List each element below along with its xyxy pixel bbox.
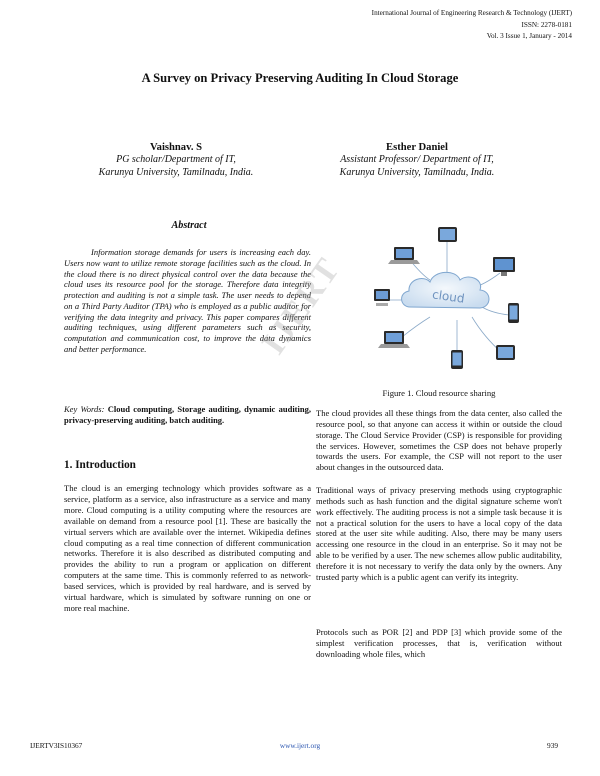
author-block-1 [51,141,301,179]
footer-page-number: 939 [547,741,558,750]
smartphone-icon [508,303,519,323]
author-affiliation-line1: Assistant Professor/ Department of IT, [340,154,494,165]
abstract-text: Information storage demands for users is increasing each day. Users now want to utilize remote storage facilities such as the cloud. In the cloud there is no direct physical control over the data because the cloud uses its resource pool for the storage. Therefore data integrity protection and auditing is not a simple task. The user needs to depend on a Third Party Auditor (TPA) who is employed as a public auditor for verifying the data integrity and privacy. This paper compares different auditing techniques, using different parameters such as security, computation and communication cost, to improve the data dynamics and better performance. [64,247,311,354]
paragraph-text: Protocols such as POR [2] and PDP [3] which provide some of the simplest verification processes, that is, verification without downloading whole files, which [316,627,562,659]
abstract-heading: Abstract [171,220,207,231]
figure-cloud-resource-sharing [372,225,522,370]
right-paragraph-3 [316,627,562,660]
keywords: Key Words: Cloud computing, Storage auditing, dynamic auditing, privacy-preserving auditing, batch auditing. [64,404,311,425]
author-affiliation-line2: Karunya University, Tamilnadu, India. [339,166,495,178]
keywords-label: Key Words [64,404,102,414]
monitor-icon [493,257,515,276]
footer-paper-id: IJERTV3IS10367 [30,741,83,750]
tablet-icon [438,227,457,242]
paragraph-text: Traditional ways of privacy preserving methods using cryptographic methods such as hash function and the digital signature scheme won't work effectively. The auditing process is not a simple task because it is not a practical solution for the users to have a local copy of the data stored at the user site while auditing. Also, there may be many users accessing one resource in the cloud in an enterprise. So it may not be able to be verified by a user. The new schemes allow public auditability, therefore it is not necessary to verify the data only by the owners. Any trusted party which is a public agent can verify its integrity. [316,485,562,582]
laptop-icon [388,247,420,264]
cloud-illustration [372,225,522,370]
journal-name: International Journal of Engineering Research & Technology (IJERT) [371,9,572,17]
running-header [272,8,572,43]
author-name: Vaishnav. S [149,142,203,153]
desktop-computer-icon [374,289,390,306]
issn: ISSN: 2278-0181 [521,20,572,29]
introduction-body [64,483,311,614]
author-affiliation-line1: PG scholar/Department of IT, [116,154,236,165]
right-paragraph-1 [316,408,562,473]
introduction-text: The cloud is an emerging technology which provides software as a service, platform as a service, also infrastructure as a service and many more. Cloud computing is a utility computing where the resources are available on demand from a resource pool [1]. These are basically the virtual servers which are available over the internet. Wikipedia defines cloud computing as a real time connection of different communication networks. Therefore it is also described as distributed computing and provides the ability to run a program or application on different computers at the same time. This is commonly referred to as network-based services, which is provided by real hardware, and is served by virtual hardware, which is simulated by software running on one or more real machine. [64,483,311,613]
footer-website-link[interactable]: www.ijert.org [279,741,321,750]
smartphone-icon-2 [451,350,463,369]
figure-caption: Figure 1. Cloud resource sharing [382,388,496,398]
paper-title: A Survey on Privacy Preserving Auditing In Cloud Storage [141,71,459,85]
keywords-text: Cloud computing, Storage auditing, dynamic auditing, privacy-preserving auditing, batch auditing. [64,404,311,425]
right-paragraph-2 [316,485,562,583]
watermark: IJERT [255,250,348,362]
cloud-label: cloud [431,287,466,306]
author-block-2 [292,141,542,179]
laptop-icon-2 [378,331,410,348]
section-heading-introduction: 1. Introduction [64,459,136,471]
volume-issue: Vol. 3 Issue 1, January - 2014 [486,32,572,40]
author-name: Esther Daniel [386,142,448,153]
paragraph-text: The cloud provides all these things from the data center, also called the resource pool, so that anyone can access it within or outside the cloud storage. The Cloud Service Provider (CSP) is responsible for providing the services. However, sometimes the CSP does not behave properly towards the users. For example, the CSP will not report to the user about changes in the outsourced data. [316,408,562,473]
author-affiliation-line2: Karunya University, Tamilnadu, India. [98,166,254,178]
tablet-icon-2 [496,345,515,360]
